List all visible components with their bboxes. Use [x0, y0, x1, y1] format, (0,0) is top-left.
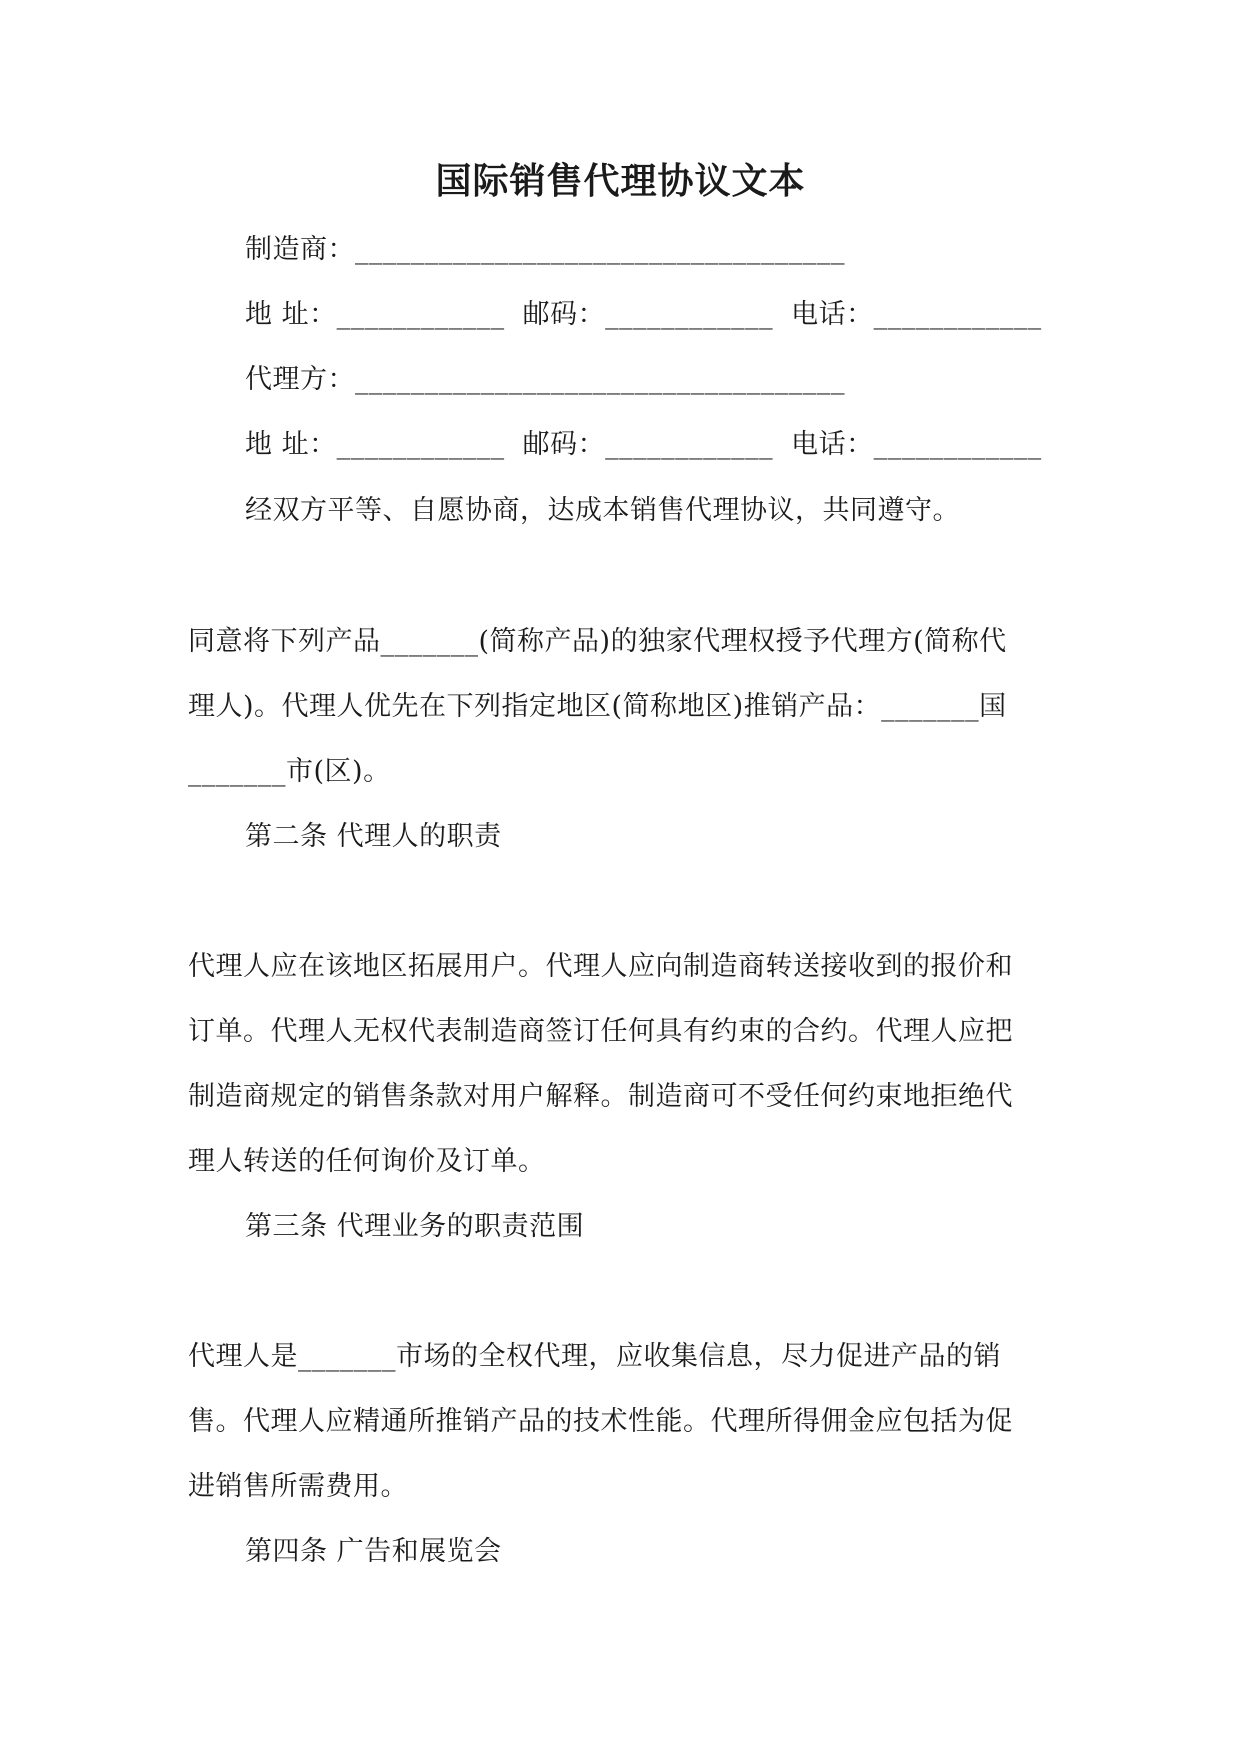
clause2-line: 订单。代理人无权代表制造商签订任何具有约束的合约。代理人应把	[188, 1016, 1013, 1047]
manufacturer-postcode: 邮码：____________	[522, 299, 774, 330]
intro-paragraph: 经双方平等、自愿协商，达成本销售代理协议，共同遵守。	[245, 495, 960, 526]
clause1-line: 同意将下列产品_______(简称产品)的独家代理权授予代理方(简称代	[188, 626, 1007, 657]
agent-contact-line	[245, 428, 1042, 462]
clause3-line: 售。代理人应精通所推销产品的技术性能。代理所得佣金应包括为促	[188, 1406, 1013, 1437]
clause1-line: _______市(区)。	[188, 756, 391, 787]
manufacturer-phone: 电话：____________	[791, 299, 1042, 330]
manufacturer-contact-line	[245, 298, 1042, 332]
manufacturer-line: 制造商：___________________________________	[245, 234, 845, 265]
clause3-heading: 第三条 代理业务的职责范围	[245, 1211, 585, 1242]
clause2-line: 制造商规定的销售条款对用户解释。制造商可不受任何约束地拒绝代	[188, 1081, 1013, 1112]
clause4-heading: 第四条 广告和展览会	[245, 1536, 502, 1567]
manufacturer-address: 地 址：____________	[245, 299, 505, 330]
clause2-heading: 第二条 代理人的职责	[245, 821, 502, 852]
agent-phone: 电话：____________	[791, 429, 1042, 460]
agent-address: 地 址：____________	[245, 429, 505, 460]
document-title: 国际销售代理协议文本	[435, 161, 806, 202]
clause1-line: 理人)。代理人优先在下列指定地区(简称地区)推销产品：_______国	[188, 691, 1007, 722]
agent-postcode: 邮码：____________	[522, 429, 774, 460]
clause2-line: 代理人应在该地区拓展用户。代理人应向制造商转送接收到的报价和	[188, 951, 1013, 982]
clause3-line: 进销售所需费用。	[188, 1471, 408, 1502]
clause2-line: 理人转送的任何询价及订单。	[188, 1146, 546, 1177]
clause3-line: 代理人是_______市场的全权代理，应收集信息，尽力促进产品的销	[188, 1341, 1001, 1372]
agent-line: 代理方：___________________________________	[245, 364, 845, 395]
